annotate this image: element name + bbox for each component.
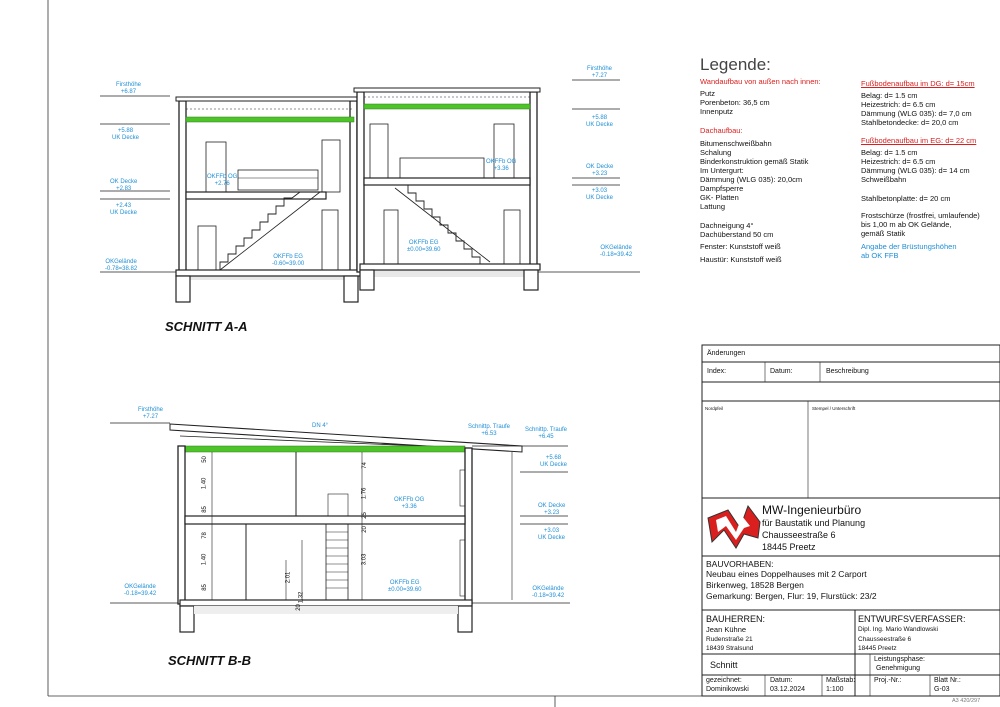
legend-wall-item: Putz [700, 89, 716, 98]
legend-misc-item: Fenster: Kunststoff weiß [700, 242, 781, 251]
legend-roof-item: Im Untergurt: [700, 166, 744, 175]
dim-label: 1.40 [201, 477, 208, 490]
level-label: OKFFb OG +3.36 [394, 497, 425, 510]
scale-label: Maßstab: [826, 677, 856, 684]
level-label: OKGelände -0.78=38.82 [105, 259, 138, 272]
level-label: OKFFb OG +3.36 [486, 159, 517, 172]
level-label: Schnittp. Traufe +6.45 [525, 427, 568, 440]
index-label: Index: [707, 368, 727, 375]
legend-sill: ab OK FFB [861, 251, 899, 260]
legend-roof-item: Dämmung (WLG 035): 20,0cm [700, 175, 803, 184]
legend-wall-item: Innenputz [700, 107, 733, 116]
legend-title: Legende: [700, 55, 771, 74]
level-label: OKGelände -0.18=39.42 [600, 245, 633, 258]
level-label: OK Decke +3.23 [538, 503, 566, 516]
section-a-drawing [100, 80, 640, 302]
dim-label: 20 [295, 604, 302, 611]
legend-dg-item: Stahlbetondecke: d= 20,0 cm [861, 118, 959, 127]
legend-roof-item: Dampfsperre [700, 184, 744, 193]
designer-line: Chausseestraße 6 [858, 636, 912, 643]
legend-eg-item: Heizestrich: d= 6.5 cm [861, 157, 936, 166]
legend-slab: Stahlbetonplatte: d= 20 cm [861, 194, 951, 203]
drawn-label: gezeichnet: [706, 677, 742, 684]
legend-eg-title: Fußbodenaufbau im EG: d= 22 cm [861, 136, 977, 145]
changes-label: Änderungen [707, 350, 746, 357]
level-label: OKFFb OG +2.76 [207, 174, 238, 187]
legend-misc-item: Dachneigung 4° [700, 221, 754, 230]
dim-label: 50 [201, 456, 208, 463]
level-label: OKFFb EG -0.60=39.00 [272, 254, 305, 267]
dim-label: 3.03 [361, 553, 368, 566]
client-label: BAUHERREN: [706, 614, 766, 624]
dim-label: 78 [201, 532, 208, 539]
firm-line: 18445 Preetz [762, 542, 816, 552]
level-label: OK Decke +2.83 [110, 179, 138, 192]
level-label: OKGelände -0.18=39.42 [124, 584, 157, 597]
legend-misc-item: Dachüberstand 50 cm [700, 230, 774, 239]
legend-roof-item: Lattung [700, 202, 726, 211]
project-line: Gemarkung: Bergen, Flur: 19, Flurstück: 23/2 [706, 591, 877, 601]
legend-eg-item: Dämmung (WLG 035): d= 14 cm [861, 166, 970, 175]
dim-label: 1.76 [361, 487, 368, 500]
designer-line: 18445 Preetz [858, 645, 897, 652]
level-label: OKGelände -0.18=39.42 [532, 586, 565, 599]
legend-dg-title: Fußbodenaufbau im DG: d= 15cm [861, 79, 975, 88]
legend-frost: bis 1,00 m ab OK Gelände, [861, 220, 952, 229]
level-label: Firsthöhe +7.27 [587, 66, 613, 79]
dim-label: 74 [361, 462, 368, 469]
project-line: Birkenweg, 18528 Bergen [706, 580, 804, 590]
section-b-title: SCHNITT B-B [168, 653, 252, 668]
legend-frost: Frostschürze (frostfrei, umlaufende) [861, 211, 980, 220]
legend-eg-item: Schweißbahn [861, 175, 907, 184]
firm-logo [708, 506, 760, 548]
dim-label: 1.32 [298, 591, 305, 604]
level-label: +3.03 UK Decke [538, 528, 566, 541]
designer-label: ENTWURFSVERFASSER: [858, 614, 966, 624]
level-label: +3.03 UK Decke [586, 188, 614, 201]
legend-eg-item: Belag: d= 1.5 cm [861, 148, 918, 157]
legend-misc-item: Haustür: Kunststoff weiß [700, 255, 782, 264]
legend-wall-title: Wandaufbau von außen nach innen: [700, 77, 821, 86]
legend-dg-item: Dämmung (WLG 035): d= 7,0 cm [861, 109, 972, 118]
phase-value: Genehmigung [876, 665, 920, 672]
firm-name: MW-Ingenieurbüro [762, 503, 862, 517]
stamp-label: Stempel / Unterschrift [812, 406, 856, 411]
project-line: Neubau eines Doppelhauses mit 2 Carport [706, 569, 867, 579]
date-label: Datum: [770, 677, 793, 684]
client-line: 18439 Stralsund [706, 645, 754, 652]
section-b-drawing [110, 423, 570, 632]
dim-label: 2.01 [285, 571, 292, 584]
level-label: +5.88 UK Decke [112, 128, 140, 141]
drawing-name: Schnitt [710, 660, 738, 670]
description-label: Beschreibung [826, 368, 869, 375]
project-number-label: Proj.-Nr.: [874, 677, 902, 684]
firm-line: Chausseestraße 6 [762, 530, 836, 540]
sheet-label: Blatt Nr.: [934, 677, 961, 684]
legend-dg-item: Heizestrich: d= 6.5 cm [861, 100, 936, 109]
legend-dg-item: Belag: d= 1.5 cm [861, 91, 918, 100]
legend-sill: Angabe der Brüstungshöhen [861, 242, 957, 251]
level-label: Firsthöhe +7.27 [138, 407, 164, 420]
dim-label: 1.40 [201, 553, 208, 566]
dim-label: 85 [201, 506, 208, 513]
level-label: +5.88 UK Decke [586, 115, 614, 128]
level-label: +5.68 UK Decke [540, 455, 568, 468]
level-label: OKFFb EG ±0.00=39.60 [407, 240, 441, 253]
level-label: OKFFb EG ±0.00=39.60 [388, 580, 422, 593]
paper-format: A3 420/297 [952, 698, 981, 704]
firm-line: für Baustatik und Planung [762, 518, 866, 528]
designer-line: Dipl. Ing. Mario Wandlowski [858, 626, 938, 633]
level-label: Schnittp. Traufe +6.53 [468, 424, 511, 437]
sheet-value: G-03 [934, 686, 950, 693]
date-col-label: Datum: [770, 368, 793, 375]
client-line: Jean Kühne [706, 625, 747, 634]
drawn-value: Dominikowski [706, 686, 749, 693]
scale-value: 1:100 [826, 686, 844, 693]
legend-roof-item: Binderkonstruktion gemäß Statik [700, 157, 809, 166]
level-label: Firsthöhe +6.87 [116, 82, 142, 95]
legend-roof-item: GK- Platten [700, 193, 739, 202]
dim-label: 25 [361, 512, 368, 519]
date-value: 03.12.2024 [770, 686, 806, 693]
dim-label: 20 [361, 526, 368, 533]
legend-wall-item: Porenbeton: 36,5 cm [700, 98, 770, 107]
level-label: OK Decke +3.23 [586, 164, 614, 177]
north-arrow-label: Nordpfeil [705, 406, 724, 411]
legend-roof-title: Dachaufbau: [700, 126, 743, 135]
project-label: BAUVORHABEN: [706, 559, 774, 569]
phase-label: Leistungsphase: [874, 656, 925, 663]
legend-frost: gemäß Statik [861, 229, 906, 238]
client-line: Rudenstraße 21 [706, 636, 753, 643]
level-label: +2.43 UK Decke [110, 203, 138, 216]
legend-roof-item: Bitumenschweißbahn [700, 139, 772, 148]
legend-roof-item: Schalung [700, 148, 732, 157]
roof-pitch-label: DN 4° [312, 423, 329, 429]
dim-label: 85 [201, 584, 208, 591]
section-a-title: SCHNITT A-A [165, 319, 248, 334]
